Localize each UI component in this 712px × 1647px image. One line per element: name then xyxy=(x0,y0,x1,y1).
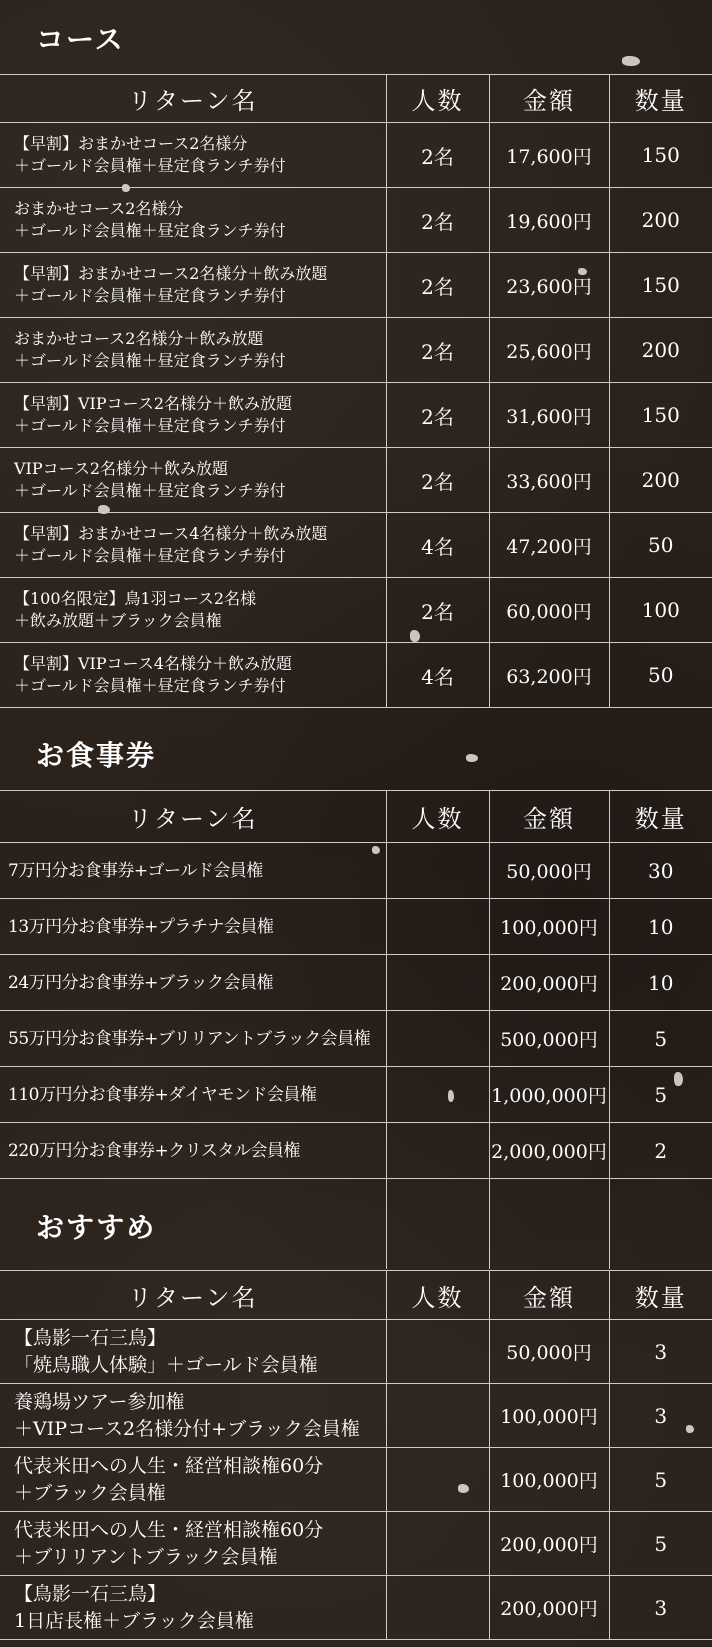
quantity: 50 xyxy=(609,643,712,708)
quantity: 200 xyxy=(609,188,712,253)
table-row xyxy=(0,383,712,448)
quantity: 3 xyxy=(609,1384,712,1448)
table-row xyxy=(0,1576,712,1640)
spacer-cell xyxy=(386,1179,489,1269)
table-row xyxy=(0,1512,712,1576)
people-count: 4名 xyxy=(386,513,489,578)
people-count xyxy=(386,1067,489,1123)
price: 500,000円 xyxy=(489,1011,609,1067)
return-name: 220万円分お食事券+クリスタル会員権 xyxy=(0,1123,386,1179)
course-table xyxy=(0,74,712,708)
price: 100,000円 xyxy=(489,899,609,955)
table-row xyxy=(0,448,712,513)
price: 23,600円 xyxy=(489,253,609,318)
people-count: 4名 xyxy=(386,643,489,708)
return-name: 【早割】おまかせコース4名様分＋飲み放題 ＋ゴールド会員権＋昼定食ランチ券付 xyxy=(0,513,386,578)
quantity: 150 xyxy=(609,123,712,188)
people-count xyxy=(386,1384,489,1448)
price: 200,000円 xyxy=(489,955,609,1011)
people-count xyxy=(386,1011,489,1067)
header-return-name: リターン名 xyxy=(0,75,386,123)
quantity: 200 xyxy=(609,318,712,383)
quantity: 5 xyxy=(609,1448,712,1512)
people-count xyxy=(386,899,489,955)
table-row xyxy=(0,1384,712,1448)
price: 50,000円 xyxy=(489,1320,609,1384)
price: 63,200円 xyxy=(489,643,609,708)
return-name: おまかせコース2名様分 ＋ゴールド会員権＋昼定食ランチ券付 xyxy=(0,188,386,253)
price: 200,000円 xyxy=(489,1512,609,1576)
return-name: 24万円分お食事券+ブラック会員権 xyxy=(0,955,386,1011)
price: 47,200円 xyxy=(489,513,609,578)
return-name: おまかせコース2名様分＋飲み放題 ＋ゴールド会員権＋昼定食ランチ券付 xyxy=(0,318,386,383)
price: 33,600円 xyxy=(489,448,609,513)
header-quantity: 数量 xyxy=(609,791,712,843)
table-row xyxy=(0,955,712,1011)
header-people: 人数 xyxy=(386,75,489,123)
table-row xyxy=(0,1448,712,1512)
quantity: 5 xyxy=(609,1067,712,1123)
people-count: 2名 xyxy=(386,578,489,643)
header-quantity: 数量 xyxy=(609,75,712,123)
quantity: 3 xyxy=(609,1576,712,1640)
people-count xyxy=(386,1512,489,1576)
table-row xyxy=(0,1123,712,1179)
return-name: 【早割】VIPコース2名様分＋飲み放題 ＋ゴールド会員権＋昼定食ランチ券付 xyxy=(0,383,386,448)
return-name: 【鳥影一石三鳥】 「焼鳥職人体験」＋ゴールド会員権 xyxy=(0,1320,386,1384)
price: 19,600円 xyxy=(489,188,609,253)
people-count: 2名 xyxy=(386,188,489,253)
table-header-row xyxy=(0,1271,712,1320)
quantity: 30 xyxy=(609,843,712,899)
table-header-row xyxy=(0,791,712,843)
table-row xyxy=(0,188,712,253)
quantity: 5 xyxy=(609,1011,712,1067)
quantity: 10 xyxy=(609,955,712,1011)
table-row xyxy=(0,1011,712,1067)
table-row xyxy=(0,123,712,188)
return-name: 【早割】おまかせコース2名様分＋飲み放題 ＋ゴールド会員権＋昼定食ランチ券付 xyxy=(0,253,386,318)
paper-speck xyxy=(622,56,640,66)
table-row xyxy=(0,1320,712,1384)
header-people: 人数 xyxy=(386,1271,489,1320)
people-count: 2名 xyxy=(386,383,489,448)
quantity: 5 xyxy=(609,1512,712,1576)
return-name: 【100名限定】鳥1羽コース2名様 ＋飲み放題＋ブラック会員権 xyxy=(0,578,386,643)
table-row xyxy=(0,318,712,383)
table-row xyxy=(0,578,712,643)
header-price: 金額 xyxy=(489,75,609,123)
return-name: 55万円分お食事券+ブリリアントブラック会員権 xyxy=(0,1011,386,1067)
return-name: 【早割】VIPコース4名様分＋飲み放題 ＋ゴールド会員権＋昼定食ランチ券付 xyxy=(0,643,386,708)
quantity: 2 xyxy=(609,1123,712,1179)
people-count xyxy=(386,955,489,1011)
people-count xyxy=(386,1320,489,1384)
header-return-name: リターン名 xyxy=(0,1271,386,1320)
people-count: 2名 xyxy=(386,123,489,188)
quantity: 3 xyxy=(609,1320,712,1384)
price: 17,600円 xyxy=(489,123,609,188)
meal-ticket-table xyxy=(0,790,712,1269)
table-row xyxy=(0,899,712,955)
header-price: 金額 xyxy=(489,1271,609,1320)
spacer-cell xyxy=(609,1179,712,1269)
table-row xyxy=(0,253,712,318)
people-count xyxy=(386,843,489,899)
quantity: 200 xyxy=(609,448,712,513)
people-count xyxy=(386,1576,489,1640)
return-name: 7万円分お食事券+ゴールド会員権 xyxy=(0,843,386,899)
quantity: 150 xyxy=(609,253,712,318)
price: 200,000円 xyxy=(489,1576,609,1640)
header-price: 金額 xyxy=(489,791,609,843)
return-name: 【鳥影一石三鳥】 1日店長権＋ブラック会員権 xyxy=(0,1576,386,1640)
quantity: 100 xyxy=(609,578,712,643)
price: 60,000円 xyxy=(489,578,609,643)
header-people: 人数 xyxy=(386,791,489,843)
return-name: 【早割】おまかせコース2名様分 ＋ゴールド会員権＋昼定食ランチ券付 xyxy=(0,123,386,188)
price: 31,600円 xyxy=(489,383,609,448)
price: 25,600円 xyxy=(489,318,609,383)
return-name: 代表米田への人生・経営相談権60分 ＋ブラック会員権 xyxy=(0,1448,386,1512)
quantity: 10 xyxy=(609,899,712,955)
paper-speck xyxy=(466,754,478,762)
course-section-title: コース xyxy=(36,23,125,56)
people-count xyxy=(386,1123,489,1179)
spacer-cell xyxy=(489,1179,609,1269)
price: 50,000円 xyxy=(489,843,609,899)
return-name: 13万円分お食事券+プラチナ会員権 xyxy=(0,899,386,955)
recommended-table xyxy=(0,1270,712,1640)
price: 100,000円 xyxy=(489,1448,609,1512)
table-row xyxy=(0,843,712,899)
table-row xyxy=(0,643,712,708)
people-count: 2名 xyxy=(386,318,489,383)
people-count: 2名 xyxy=(386,253,489,318)
return-name: 代表米田への人生・経営相談権60分 ＋ブリリアントブラック会員権 xyxy=(0,1512,386,1576)
meal-ticket-section-title: お食事券 xyxy=(36,739,157,772)
table-row xyxy=(0,513,712,578)
table-row xyxy=(0,1067,712,1123)
quantity: 50 xyxy=(609,513,712,578)
people-count: 2名 xyxy=(386,448,489,513)
return-name: VIPコース2名様分＋飲み放題 ＋ゴールド会員権＋昼定食ランチ券付 xyxy=(0,448,386,513)
recommended-section-title: おすすめ xyxy=(36,1211,157,1244)
table-header-row xyxy=(0,75,712,123)
header-quantity: 数量 xyxy=(609,1271,712,1320)
price: 2,000,000円 xyxy=(489,1123,609,1179)
header-return-name: リターン名 xyxy=(0,791,386,843)
people-count xyxy=(386,1448,489,1512)
return-name: 110万円分お食事券+ダイヤモンド会員権 xyxy=(0,1067,386,1123)
return-name: 養鶏場ツアー参加権 ＋VIPコース2名様分付+ブラック会員権 xyxy=(0,1384,386,1448)
quantity: 150 xyxy=(609,383,712,448)
price: 100,000円 xyxy=(489,1384,609,1448)
price: 1,000,000円 xyxy=(489,1067,609,1123)
